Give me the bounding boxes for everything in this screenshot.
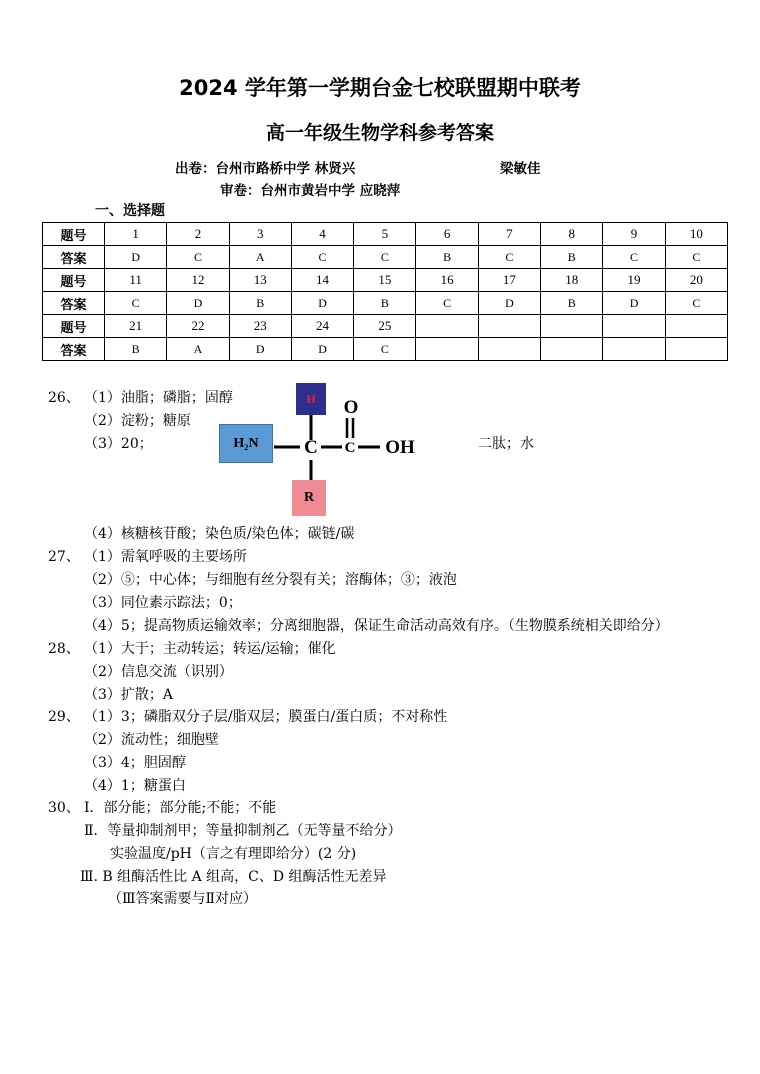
- answer-cell: B: [105, 338, 167, 361]
- answer-cell: D: [603, 292, 665, 315]
- section-title: 一、选择题: [95, 203, 165, 219]
- q30-line5: （Ⅲ答案需要与Ⅱ对应）: [108, 891, 258, 907]
- q28-line2: （2）信息交流（识别）: [84, 664, 233, 680]
- question-number-cell: 14: [291, 269, 353, 292]
- question-number-cell: 12: [167, 269, 229, 292]
- answer-cell: B: [541, 246, 603, 269]
- carbonyl-oxygen: O: [343, 397, 359, 418]
- amino-group-box: H₂N: [219, 424, 273, 463]
- answer-row: [43, 246, 728, 269]
- document-title: 2024 学年第一学期台金七校联盟期中联考: [179, 76, 581, 100]
- answer-cell: D: [229, 338, 291, 361]
- answer-cell: C: [665, 246, 727, 269]
- answer-cell: [478, 338, 540, 361]
- answer-cell: C: [603, 246, 665, 269]
- question-number-cell: 19: [603, 269, 665, 292]
- answer-cell: D: [291, 292, 353, 315]
- setter-second: 梁敏佳: [500, 161, 541, 177]
- answer-cell: C: [416, 292, 478, 315]
- answer-row-label: 答案: [43, 292, 105, 315]
- question-number-cell: [416, 315, 478, 338]
- answer-cell: B: [354, 292, 416, 315]
- question-number-cell: [603, 315, 665, 338]
- question-number-cell: [478, 315, 540, 338]
- answer-cell: A: [167, 338, 229, 361]
- answer-cell: B: [416, 246, 478, 269]
- question-row-label: 题号: [43, 223, 105, 246]
- document-subtitle: 高一年级生物学科参考答案: [265, 122, 494, 144]
- q28-number: 28、: [48, 641, 80, 657]
- q26-number: 26、: [48, 390, 80, 406]
- answer-cell: C: [478, 246, 540, 269]
- q30-number: 30、: [48, 800, 80, 816]
- q27-line2: （2）⑤；中心体；与细胞有丝分裂有关；溶酶体；③；液泡: [84, 572, 457, 588]
- q30-line2: Ⅱ．等量抑制剂甲；等量抑制剂乙（无等量不给分）: [84, 823, 402, 839]
- question-number-cell: 1: [105, 223, 167, 246]
- question-number-cell: 9: [603, 223, 665, 246]
- q29-line3: （3）4；胆固醇: [84, 755, 186, 771]
- question-number-cell: 4: [291, 223, 353, 246]
- question-number-cell: 10: [665, 223, 727, 246]
- answer-row-label: 答案: [43, 246, 105, 269]
- q28-line1: （1）大于；主动转运；转运/运输；催化: [84, 641, 336, 657]
- question-row: [43, 269, 728, 292]
- question-number-cell: 18: [541, 269, 603, 292]
- q27-line1: （1）需氧呼吸的主要场所: [84, 549, 247, 565]
- q27-line3: （3）同位素示踪法；0；: [84, 595, 242, 611]
- q29-line2: （2）流动性；细胞壁: [84, 732, 219, 748]
- answer-cell: [665, 338, 727, 361]
- question-number-cell: 8: [541, 223, 603, 246]
- question-number-cell: 13: [229, 269, 291, 292]
- answer-table: [42, 222, 728, 361]
- q29-line4: （4）1；糖蛋白: [84, 778, 186, 794]
- answer-row: [43, 338, 728, 361]
- answer-row-label: 答案: [43, 338, 105, 361]
- question-row: [43, 315, 728, 338]
- q26-line3-tail: 二肽；水: [478, 436, 534, 452]
- answer-cell: C: [354, 246, 416, 269]
- q27-line4: （4）5；提高物质运输效率；分离细胞器，保证生命活动高效有序。（生物膜系统相关即给分）: [84, 618, 669, 634]
- question-number-cell: 24: [291, 315, 353, 338]
- q30-line4: Ⅲ. B 组酶活性比 A 组高，C、D 组酶活性无差异: [80, 869, 387, 885]
- alpha-carbon: C: [304, 437, 318, 458]
- question-number-cell: 16: [416, 269, 478, 292]
- question-number-cell: 5: [354, 223, 416, 246]
- answer-cell: [541, 338, 603, 361]
- answer-cell: D: [291, 338, 353, 361]
- question-number-cell: 21: [105, 315, 167, 338]
- question-number-cell: [541, 315, 603, 338]
- q26-line1: （1）油脂；磷脂；固醇: [84, 390, 233, 406]
- answer-cell: A: [229, 246, 291, 269]
- answer-cell: D: [478, 292, 540, 315]
- answer-row: [43, 292, 728, 315]
- question-number-cell: 20: [665, 269, 727, 292]
- question-number-cell: 11: [105, 269, 167, 292]
- question-number-cell: 3: [229, 223, 291, 246]
- answer-cell: [603, 338, 665, 361]
- question-row-label: 题号: [43, 315, 105, 338]
- answer-cell: [416, 338, 478, 361]
- q28-line3: （3）扩散；A: [84, 687, 174, 703]
- hydrogen-box: H: [296, 383, 326, 415]
- question-number-cell: 15: [354, 269, 416, 292]
- q26-line3: （3）20；: [84, 436, 153, 452]
- answer-cell: C: [354, 338, 416, 361]
- r-group-box: R: [292, 480, 326, 516]
- answer-cell: B: [541, 292, 603, 315]
- question-number-cell: 7: [478, 223, 540, 246]
- answer-cell: D: [105, 246, 167, 269]
- answer-cell: C: [167, 246, 229, 269]
- answer-cell: D: [167, 292, 229, 315]
- question-number-cell: 25: [354, 315, 416, 338]
- q30-line3: 实验温度/pH（言之有理即给分）(2 分): [110, 846, 357, 862]
- q26-line4: （4）核糖核苷酸；染色质/染色体；碳链/碳: [84, 526, 355, 542]
- answer-cell: C: [105, 292, 167, 315]
- question-row: [43, 223, 728, 246]
- q29-number: 29、: [48, 709, 80, 725]
- question-number-cell: 17: [478, 269, 540, 292]
- q29-line1: （1）3；磷脂双分子层/脂双层；膜蛋白/蛋白质；不对称性: [84, 709, 448, 725]
- q26-line2: （2）淀粉；糖原: [84, 413, 191, 429]
- answer-cell: B: [229, 292, 291, 315]
- question-number-cell: 2: [167, 223, 229, 246]
- setter-line: 出卷：台州市路桥中学 林贤兴: [175, 161, 356, 177]
- q27-number: 27、: [48, 549, 80, 565]
- reviewer-line: 审卷：台州市黄岩中学 应晓萍: [220, 183, 401, 199]
- question-number-cell: [665, 315, 727, 338]
- carboxyl-carbon: C: [344, 439, 356, 456]
- question-number-cell: 22: [167, 315, 229, 338]
- hydroxyl-group: OH: [385, 437, 415, 458]
- answer-cell: C: [665, 292, 727, 315]
- answer-cell: C: [291, 246, 353, 269]
- q30-line1: Ⅰ．部分能；部分能;不能；不能: [84, 800, 277, 816]
- question-number-cell: 6: [416, 223, 478, 246]
- question-row-label: 题号: [43, 269, 105, 292]
- question-number-cell: 23: [229, 315, 291, 338]
